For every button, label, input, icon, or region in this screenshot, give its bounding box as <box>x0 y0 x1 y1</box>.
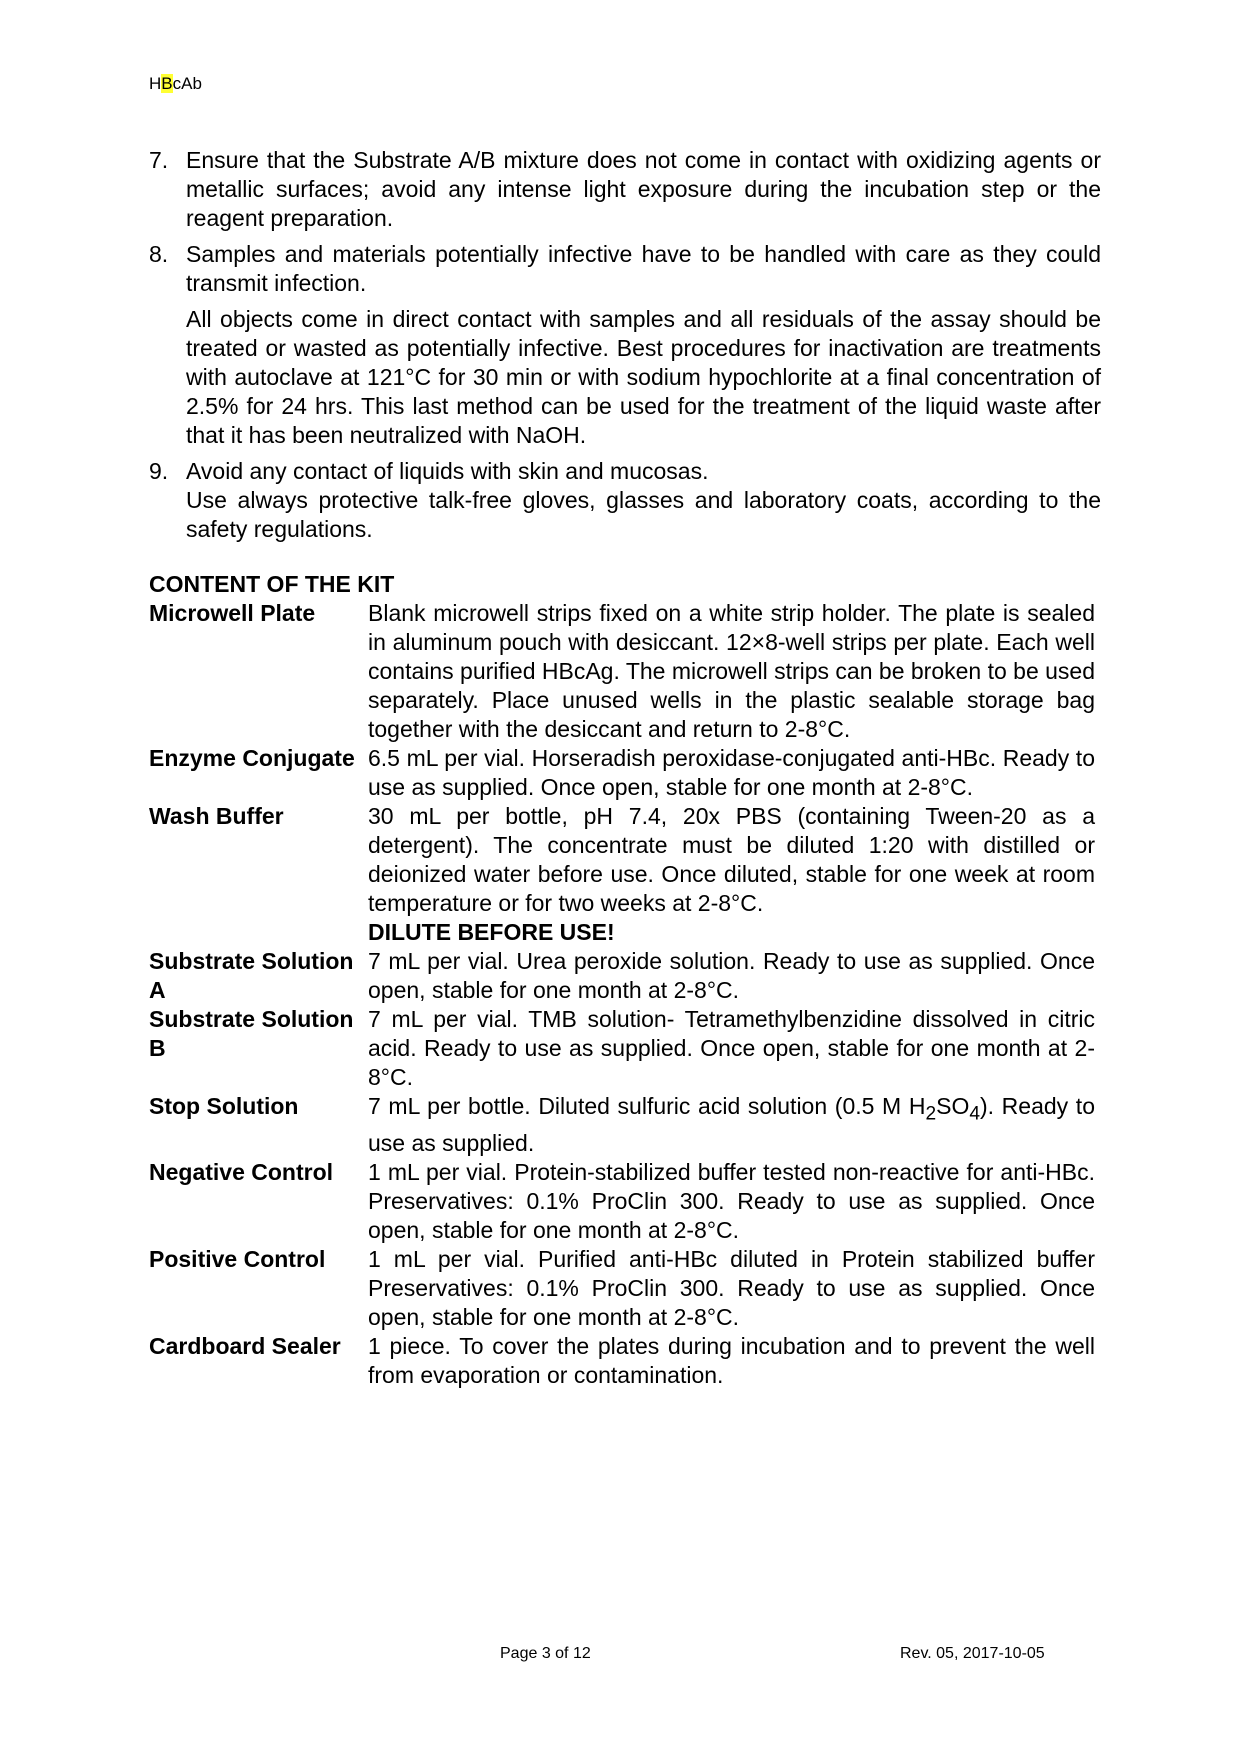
component-description: 7 mL per vial. Urea peroxide solution. Ready to use as supplied. Once open, stable for one month at 2-8°C. <box>368 948 1095 1003</box>
component-label: Substrate Solution A <box>149 948 354 1003</box>
component-label: Wash Buffer <box>149 803 284 829</box>
component-label: Substrate Solution B <box>149 1006 354 1061</box>
component-label: Positive Control <box>149 1245 326 1272</box>
header-title-post: cAb <box>172 74 202 93</box>
list-item-text: Avoid any contact of liquids with skin and mucosas. <box>186 458 709 484</box>
component-label: Cardboard Sealer <box>149 1332 341 1359</box>
header-title-highlight: B <box>161 74 173 93</box>
table-row <box>149 1332 1095 1390</box>
table-row <box>149 947 1095 1005</box>
desc-part: 7 mL per bottle. Diluted sulfuric acid solution (0.5 M H <box>368 1093 926 1119</box>
component-description <box>368 1092 1095 1158</box>
page-number: Page 3 of 12 <box>500 1645 591 1662</box>
component-label: Stop Solution <box>149 1093 299 1119</box>
desc-part: SO <box>936 1093 970 1119</box>
component-description: 30 mL per bottle, pH 7.4, 20x PBS (containing Tween-20 as a detergent). The concentrate must be diluted 1:20 with distilled or deionized water before use. Once diluted, stable for one week at room temperature or for two weeks at 2-8°C. <box>368 803 1095 916</box>
list-item <box>149 240 1101 450</box>
document-header <box>149 74 202 94</box>
revision-label: Rev. 05, 2017-10-05 <box>900 1645 1045 1662</box>
header-title-pre: H <box>149 74 162 93</box>
table-row <box>149 1005 1095 1092</box>
subscript: 4 <box>969 1103 980 1125</box>
desc-part: ). Ready to use as supplied. <box>368 1093 1095 1156</box>
table-row <box>149 1092 1095 1158</box>
table-row <box>149 1245 1095 1332</box>
list-item-text: Samples and materials potentially infective have to be handled with care as they could transmit infection. <box>186 241 1101 296</box>
component-description: Blank microwell strips fixed on a white strip holder. The plate is sealed in aluminum pouch with desiccant. 12×8-well strips per plate. Each well contains purified HBcAg. The microwell strips can be broken to be used separately. Place unused wells in the plastic sealable storage bag together with the desiccant and return to 2-8°C. <box>368 600 1096 742</box>
component-description: 1 piece. To cover the plates during incubation and to prevent the well from evaporation or contamination. <box>368 1332 1095 1388</box>
component-label: Negative Control <box>149 1158 334 1185</box>
component-description: 6.5 mL per vial. Horseradish peroxidase-conjugated anti-HBc. Ready to use as supplied. Once open, stable for one month at 2-8°C. <box>368 745 1095 800</box>
list-item <box>149 146 1101 233</box>
list-item-number: 8. <box>149 241 169 267</box>
component-description: 1 mL per vial. Purified anti-HBc diluted in Protein stabilized buffer Preservatives: 0.1% ProClin 300. Ready to use as supplied. Once open, stable for one month at 2-8°C. <box>368 1245 1095 1330</box>
component-description: 7 mL per vial. TMB solution- Tetramethylbenzidine dissolved in citric acid. Ready to use as supplied. Once open, stable for one month at 2-8°C. <box>368 1006 1095 1090</box>
section-title: CONTENT OF THE KIT <box>149 571 395 597</box>
list-item-text: Ensure that the Substrate A/B mixture does not come in contact with oxidizing agents or metallic surfaces; avoid any intense light exposure during the incubation step or the reagent preparation. <box>186 147 1101 231</box>
list-item-number: 7. <box>149 147 169 173</box>
table-row <box>149 802 1095 947</box>
list-item <box>149 457 1101 544</box>
page-content <box>149 146 1101 1390</box>
kit-contents-table <box>149 599 1095 1390</box>
table-row <box>149 744 1095 802</box>
dilute-warning: DILUTE BEFORE USE! <box>368 919 615 945</box>
component-label: Microwell Plate <box>149 600 316 626</box>
subscript: 2 <box>925 1103 937 1125</box>
component-description: 1 mL per vial. Protein-stabilized buffer tested non-reactive for anti-HBc. Preservatives: 0.1% ProClin 300. Ready to use as supplied. Once open, stable for one month at 2-8°C. <box>368 1158 1095 1243</box>
table-row <box>149 599 1095 744</box>
list-item-text-line2: Use always protective talk-free gloves, glasses and laboratory coats, according to the safety regulations. <box>186 487 1101 542</box>
list-item-number: 9. <box>149 458 169 484</box>
component-description-cell <box>368 802 1095 947</box>
precautions-list <box>149 146 1101 544</box>
list-item-subparagraph: All objects come in direct contact with samples and all residuals of the assay should be treated or wasted as potentially infective. Best procedures for inactivation are treatments with autoclave at 121°C for 30 min or with sodium hypochlorite at a final concentration of 2.5% for 24 hrs. This last method can be used for the treatment of the liquid waste after that it has been neutralized with NaOH. <box>186 306 1101 448</box>
component-label: Enzyme Conjugate <box>149 745 355 771</box>
table-row <box>149 1158 1095 1245</box>
